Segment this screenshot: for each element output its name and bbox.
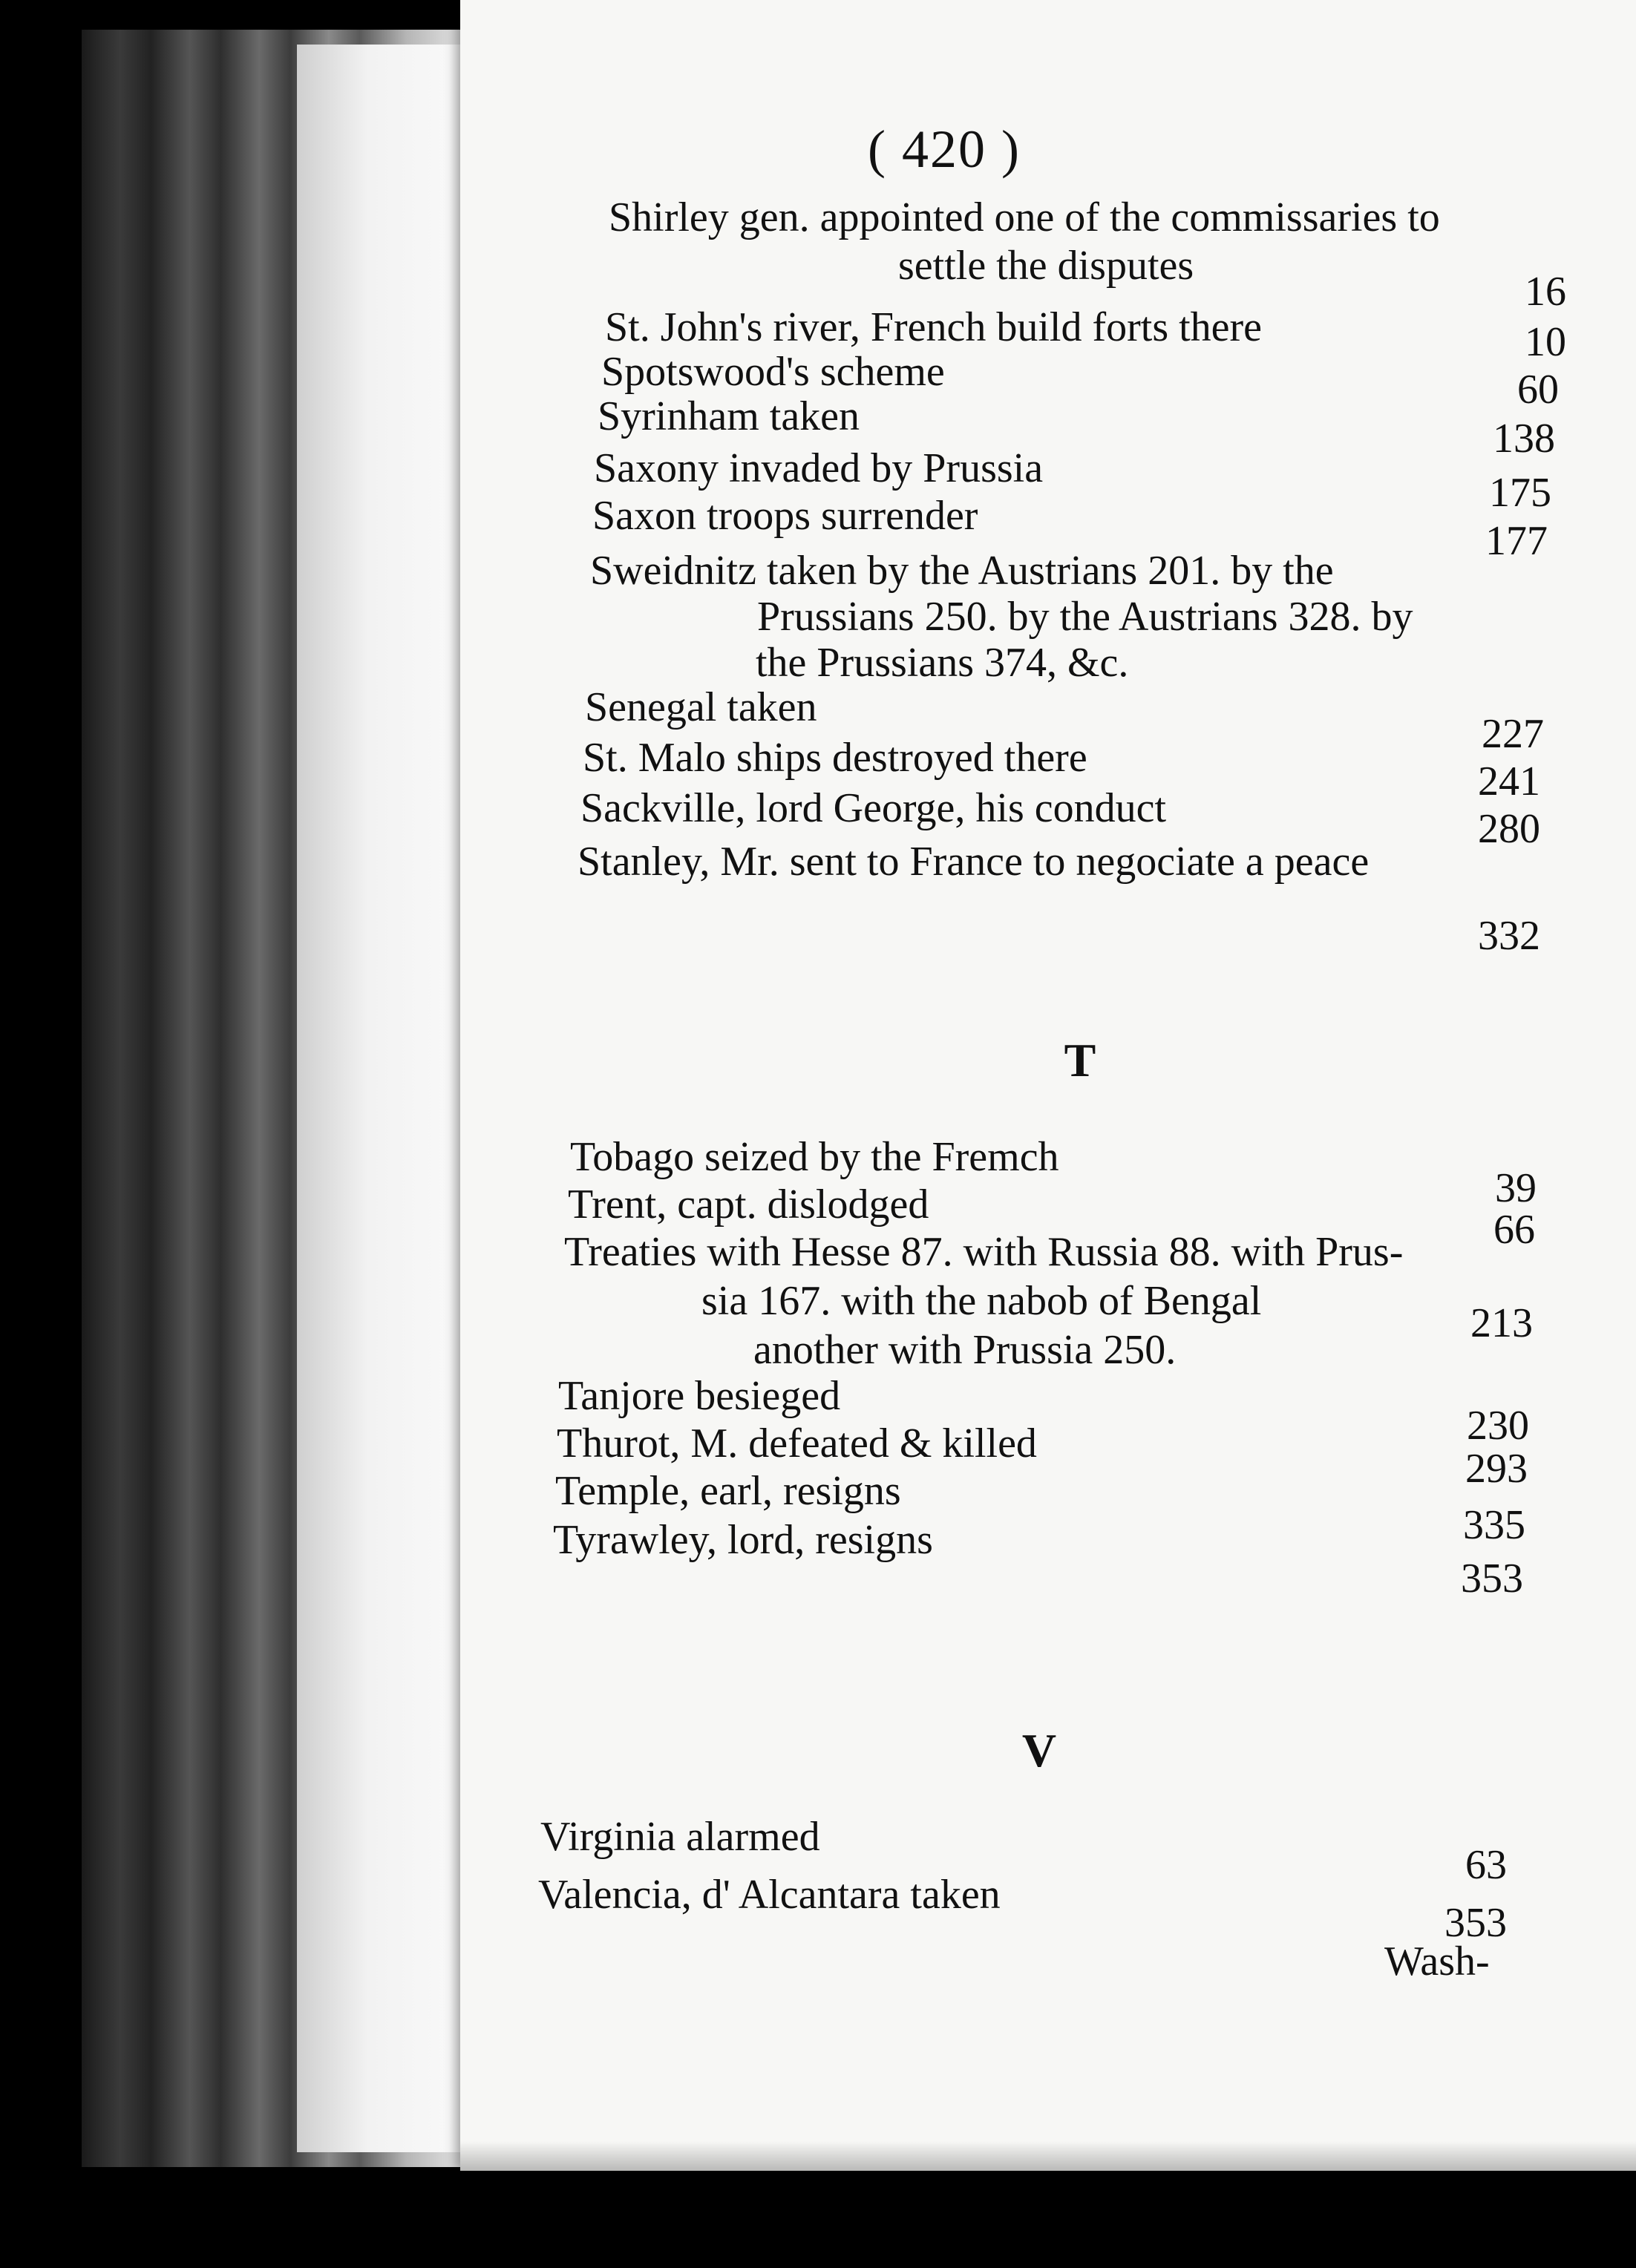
entry-page: 227 (1482, 711, 1544, 757)
entry-line: Tobago seized by the Fremch (570, 1134, 1059, 1180)
entry-line: St. John's river, French build forts there (605, 304, 1263, 350)
entry-line: Senegal taken (585, 684, 817, 730)
section-letter-v: V (1021, 1724, 1057, 1777)
entry-page: 63 (1465, 1842, 1507, 1888)
entry-page: 16 (1525, 269, 1566, 315)
entry-page: 230 (1467, 1403, 1529, 1449)
entry-page: 10 (1525, 319, 1566, 365)
entry-line: St. Malo ships destroyed there (583, 735, 1087, 781)
catchword: Wash- (1384, 1938, 1490, 1984)
page-stack-highlight (297, 45, 475, 2152)
entry-line: Syrinham taken (598, 393, 860, 439)
entry-line: Saxon troops surrender (592, 493, 978, 539)
page-number: ( 420 ) (868, 119, 1021, 179)
entry-line: sia 167. with the nabob of Bengal (701, 1278, 1262, 1324)
entry-page: 213 (1470, 1300, 1533, 1346)
entry-line: settle the disputes (898, 243, 1194, 289)
entry-line: Thurot, M. defeated & killed (557, 1420, 1037, 1466)
entry-line: Shirley gen. appointed one of the commissaries to (609, 194, 1440, 240)
entry-line: Saxony invaded by Prussia (594, 445, 1044, 491)
entry-page: 39 (1495, 1165, 1537, 1211)
entry-page: 353 (1444, 1900, 1507, 1946)
page-header (460, 119, 1636, 180)
entry-line: Tanjore besieged (558, 1373, 841, 1419)
entry-page: 138 (1493, 416, 1555, 462)
entry-line: Spotswood's scheme (601, 349, 945, 395)
entry-page: 332 (1478, 913, 1540, 959)
entry-line: Sweidnitz taken by the Austrians 201. by the (590, 548, 1334, 594)
entry-line: Sackville, lord George, his conduct (580, 785, 1167, 831)
entry-line: Valencia, d' Alcantara taken (538, 1872, 1001, 1918)
book-page (460, 0, 1636, 2171)
entry-page: 66 (1493, 1207, 1535, 1253)
entry-line: Treaties with Hesse 87. with Russia 88. with Prus- (564, 1229, 1404, 1275)
entry-line: Temple, earl, resigns (555, 1468, 901, 1514)
section-letter-t: T (1064, 1034, 1096, 1087)
entry-line: Tyrawley, lord, resigns (553, 1517, 933, 1563)
entry-line: the Prussians 374, &c. (756, 640, 1129, 686)
entry-line: Trent, capt. dislodged (568, 1181, 929, 1228)
entry-line: Stanley, Mr. sent to France to negociate a peace (577, 839, 1370, 885)
entry-page: 241 (1478, 758, 1540, 804)
entry-page: 175 (1489, 470, 1551, 516)
entry-page: 177 (1485, 518, 1548, 564)
entry-page: 293 (1465, 1446, 1528, 1492)
entry-line: another with Prussia 250. (753, 1327, 1177, 1373)
entry-line: Virginia alarmed (540, 1814, 820, 1860)
entry-page: 353 (1461, 1556, 1523, 1602)
entry-page: 280 (1478, 806, 1540, 852)
entry-page: 335 (1463, 1502, 1525, 1548)
entry-page: 60 (1517, 367, 1559, 413)
entry-line: Prussians 250. by the Austrians 328. by (757, 594, 1413, 640)
